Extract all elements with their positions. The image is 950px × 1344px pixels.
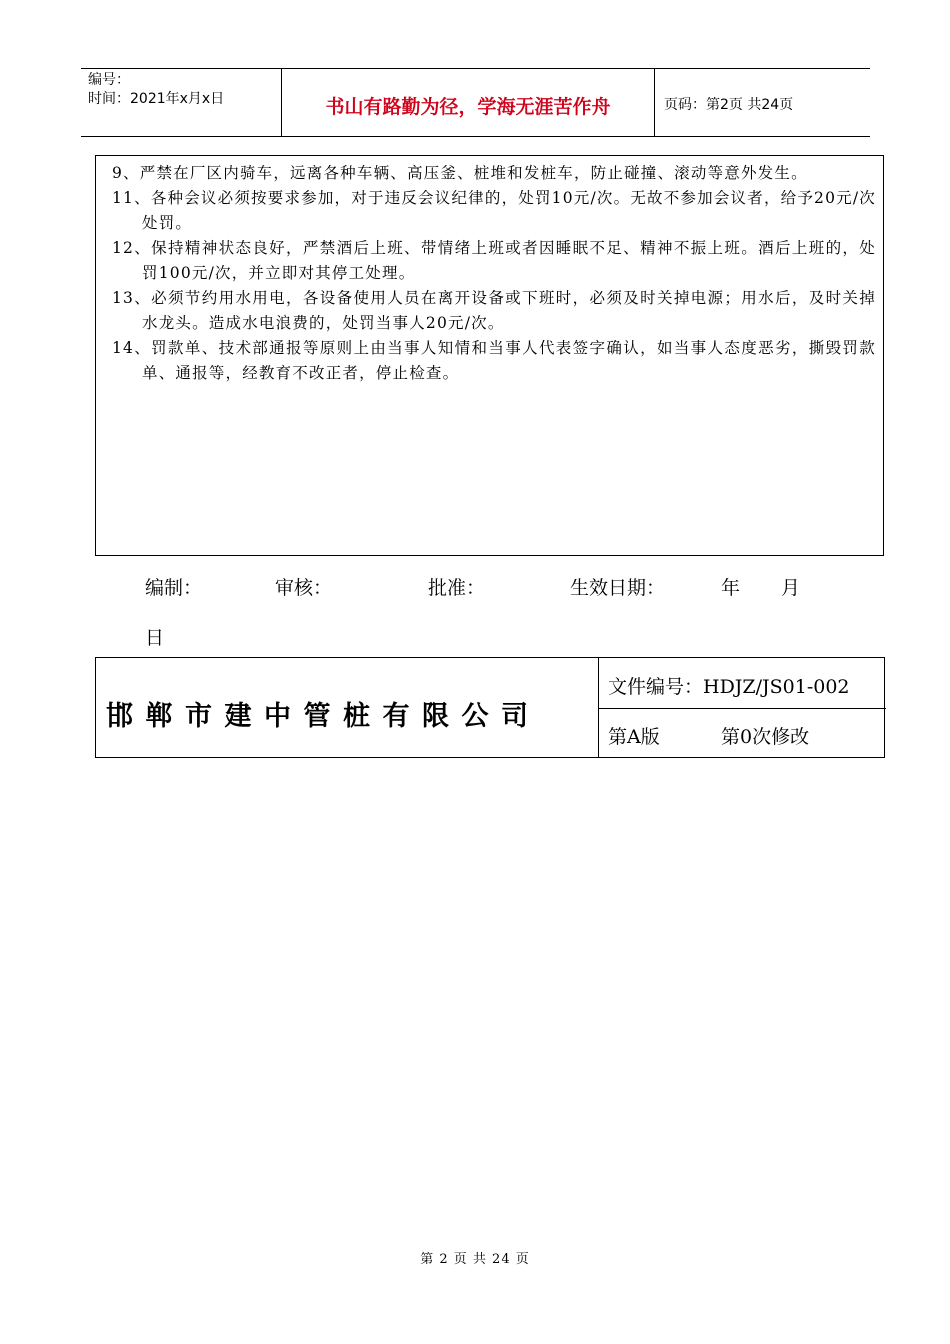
- effective-date-label: 生效日期：: [570, 577, 666, 599]
- revision-label: 第0次修改: [721, 726, 810, 748]
- year-label: 年: [721, 577, 741, 599]
- page-number-footer: 第 2 页 共 24 页: [420, 1252, 530, 1267]
- rule-item: 11、各种会议必须按要求参加，对于违反会议纪律的，处罚10元/次。无故不参加会议者，给予20元/次处罚。: [112, 189, 876, 232]
- rules-list: [112, 161, 876, 386]
- header-top-rule: [81, 68, 870, 69]
- rule-item: 9、严禁在厂区内骑车，远离各种车辆、高压釜、桩堆和发桩车，防止碰撞、滚动等意外发生。: [112, 164, 808, 182]
- rule-item: 14、罚款单、技术部通报等原则上由当事人知情和当事人代表签字确认，如当事人态度恶劣，撕毁罚款单、通报等，经教育不改正者，停止检查。: [112, 339, 876, 382]
- header-bottom-rule: [81, 136, 870, 137]
- company-name: 邯郸市建中管桩有限公司: [106, 701, 541, 732]
- header-motto: 书山有路勤为径，学海无涯苦作舟: [325, 96, 611, 118]
- version-label: 第A版: [608, 726, 660, 748]
- header-divider-right: [654, 69, 655, 136]
- compiled-label: 编制：: [145, 577, 203, 599]
- document-number: 文件编号：HDJZ/JS01-002: [608, 676, 850, 698]
- header-meta: [88, 71, 224, 109]
- time-label: 时间：2021年x月x日: [88, 91, 225, 107]
- day-label: 日: [145, 627, 165, 649]
- reviewed-label: 审核：: [275, 577, 333, 599]
- rule-item: 13、必须节约用水用电，各设备使用人员在离开设备或下班时，必须及时关掉电源；用水后，及时关掉水龙头。造成水电浪费的，处罚当事人20元/次。: [112, 289, 876, 332]
- footer-table: [95, 657, 885, 758]
- number-label: 编号：: [88, 72, 130, 88]
- rule-item: 12、保持精神状态良好，严禁酒后上班、带情绪上班或者因睡眠不足、精神不振上班。酒后上班的，处罚100元/次，并立即对其停工处理。: [112, 239, 876, 282]
- header-page-info: 页码：第2页 共24页: [664, 97, 794, 113]
- footer-table-row-rule: [598, 708, 886, 709]
- approved-label: 批准：: [428, 577, 486, 599]
- month-label: 月: [781, 577, 801, 599]
